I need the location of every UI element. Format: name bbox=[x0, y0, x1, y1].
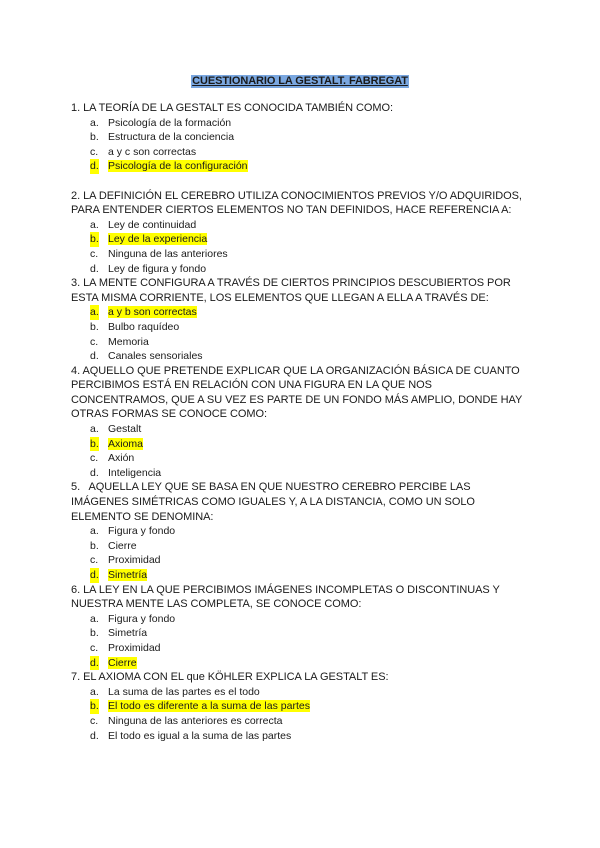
option-item bbox=[71, 218, 531, 233]
option-list bbox=[71, 305, 531, 363]
option-letter: c. bbox=[90, 714, 99, 727]
option-text: Figura y fondo bbox=[108, 525, 176, 538]
question-text: 5. AQUELLA LEY QUE SE BASA EN QUE NUESTRO CEREBRO PERCIBE LAS IMÁGENES SIMÉTRICAS COMO IGUALES Y, A LA DISTANCIA, COMO UN SOLO ELEMENTO SE DENOMINA: bbox=[71, 481, 478, 523]
option-text: Simetría bbox=[108, 627, 148, 640]
option-letter: b. bbox=[90, 539, 99, 552]
option-text: a y c son correctas bbox=[108, 145, 197, 158]
option-item-correct bbox=[71, 305, 531, 320]
option-item bbox=[71, 130, 531, 145]
option-letter: d. bbox=[90, 656, 99, 669]
option-letter: b. bbox=[90, 627, 99, 640]
option-text: Inteligencia bbox=[108, 466, 162, 479]
option-text: Canales sensoriales bbox=[108, 350, 203, 363]
option-list bbox=[71, 524, 531, 582]
option-item bbox=[71, 539, 531, 554]
option-letter: a. bbox=[90, 612, 99, 625]
option-text: Proximidad bbox=[108, 641, 161, 654]
option-text: Ninguna de las anteriores es correcta bbox=[108, 714, 283, 727]
option-text: La suma de las partes es el todo bbox=[108, 685, 260, 698]
question-text: 4. AQUELLO QUE PRETENDE EXPLICAR QUE LA ORGANIZACIÓN BÁSICA DE CUANTO PERCIBIMOS ESTÁ EN RELACIÓN CON UNA FIGURA EN LA QUE NOS CONCENTRAMOS, QUE A SU VEZ ES PARTE DE UN FONDO MÁS AMPLIO, DONDE HAY OTRAS FORMAS SE CONOCE COMO: bbox=[71, 364, 523, 421]
option-text: Cierre bbox=[108, 539, 137, 552]
option-letter: b. bbox=[90, 233, 99, 246]
option-list bbox=[71, 612, 531, 670]
document-title: CUESTIONARIO LA GESTALT. FABREGAT bbox=[192, 75, 408, 87]
option-letter: b. bbox=[90, 437, 99, 450]
option-item bbox=[71, 262, 531, 277]
option-text: Bulbo raquídeo bbox=[108, 320, 180, 333]
option-item bbox=[71, 714, 531, 729]
option-item-correct bbox=[71, 232, 531, 247]
option-item-correct bbox=[71, 437, 531, 452]
option-text: Axioma bbox=[108, 437, 144, 450]
option-text: a y b son correctas bbox=[108, 306, 197, 319]
question-text: 6. LA LEY EN LA QUE PERCIBIMOS IMÁGENES INCOMPLETAS O DISCONTINUAS Y NUESTRA MENTE LAS COMPLETA, SE CONOCE COMO: bbox=[71, 583, 500, 611]
option-item bbox=[71, 145, 531, 160]
option-letter: a. bbox=[90, 423, 99, 436]
option-item bbox=[71, 335, 531, 350]
option-item bbox=[71, 641, 531, 656]
option-item-correct bbox=[71, 656, 531, 671]
option-letter: d. bbox=[90, 350, 99, 363]
option-text: Figura y fondo bbox=[108, 612, 176, 625]
option-letter: c. bbox=[90, 145, 99, 158]
option-letter: a. bbox=[90, 218, 99, 231]
option-text: El todo es igual a la suma de las partes bbox=[108, 729, 292, 742]
question-text: 2. LA DEFINICIÓN EL CEREBRO UTILIZA CONOCIMIENTOS PREVIOS Y/O ADQUIRIDOS, PARA ENTENDER CIERTOS ELEMENTOS NO TAN DEFINIDOS, HACE REFERENCIA A: bbox=[71, 189, 522, 217]
option-text: Cierre bbox=[108, 656, 137, 669]
option-text: Ninguna de las anteriores bbox=[108, 247, 228, 260]
spacer bbox=[71, 174, 531, 189]
option-letter: a. bbox=[90, 306, 99, 319]
option-text: Memoria bbox=[108, 335, 149, 348]
option-item bbox=[71, 320, 531, 335]
option-list bbox=[71, 218, 531, 276]
option-text: Psicología de la configuración bbox=[108, 160, 248, 173]
option-item-correct bbox=[71, 699, 531, 714]
option-text: El todo es diferente a la suma de las partes bbox=[108, 700, 310, 713]
option-text: Ley de continuidad bbox=[108, 218, 197, 231]
option-item bbox=[71, 247, 531, 262]
question-text: 1. LA TEORÍA DE LA GESTALT ES CONOCIDA TAMBIÉN COMO: bbox=[71, 102, 393, 114]
option-letter: a. bbox=[90, 525, 99, 538]
option-item bbox=[71, 612, 531, 627]
option-list bbox=[71, 116, 531, 174]
option-letter: c. bbox=[90, 554, 99, 567]
option-letter: c. bbox=[90, 335, 99, 348]
option-item-correct bbox=[71, 568, 531, 583]
option-item bbox=[71, 524, 531, 539]
option-letter: c. bbox=[90, 452, 99, 465]
option-letter: b. bbox=[90, 131, 99, 144]
option-text: Axión bbox=[108, 452, 135, 465]
option-text: Estructura de la conciencia bbox=[108, 131, 235, 144]
option-letter: d. bbox=[90, 569, 99, 581]
option-letter: d. bbox=[90, 466, 99, 479]
option-letter: c. bbox=[90, 247, 99, 260]
option-text: Proximidad bbox=[108, 554, 161, 567]
question-text: 3. LA MENTE CONFIGURA A TRAVÉS DE CIERTOS PRINCIPIOS DESCUBIERTOS POR ESTA MISMA CORRIENTE, LOS ELEMENTOS QUE LLEGAN A ELLA A TRAVÉS DE: bbox=[71, 277, 511, 304]
option-item bbox=[71, 729, 531, 744]
option-item bbox=[71, 349, 531, 364]
option-text: Simetría bbox=[108, 569, 148, 581]
questionnaire bbox=[71, 101, 531, 743]
option-list bbox=[71, 422, 531, 480]
option-letter: c. bbox=[90, 641, 99, 654]
question-text: 7. EL AXIOMA CON EL que KÖHLER EXPLICA LA GESTALT ES: bbox=[71, 671, 389, 684]
option-item bbox=[71, 116, 531, 131]
option-letter: d. bbox=[90, 160, 99, 173]
option-text: Psicología de la formación bbox=[108, 116, 232, 129]
option-item bbox=[71, 553, 531, 568]
option-letter: b. bbox=[90, 700, 99, 713]
option-letter: a. bbox=[90, 116, 99, 129]
option-item bbox=[71, 626, 531, 641]
option-item bbox=[71, 466, 531, 481]
option-letter: d. bbox=[90, 262, 99, 275]
option-item bbox=[71, 685, 531, 700]
option-item bbox=[71, 422, 531, 437]
option-text: Ley de figura y fondo bbox=[108, 262, 207, 275]
option-text: Ley de la experiencia bbox=[108, 233, 208, 246]
option-item-correct bbox=[71, 159, 531, 174]
option-letter: a. bbox=[90, 685, 99, 698]
option-letter: d. bbox=[90, 729, 99, 742]
option-text: Gestalt bbox=[108, 423, 142, 436]
title-container bbox=[0, 71, 600, 89]
option-list bbox=[71, 685, 531, 743]
option-item bbox=[71, 451, 531, 466]
option-letter: b. bbox=[90, 320, 99, 333]
